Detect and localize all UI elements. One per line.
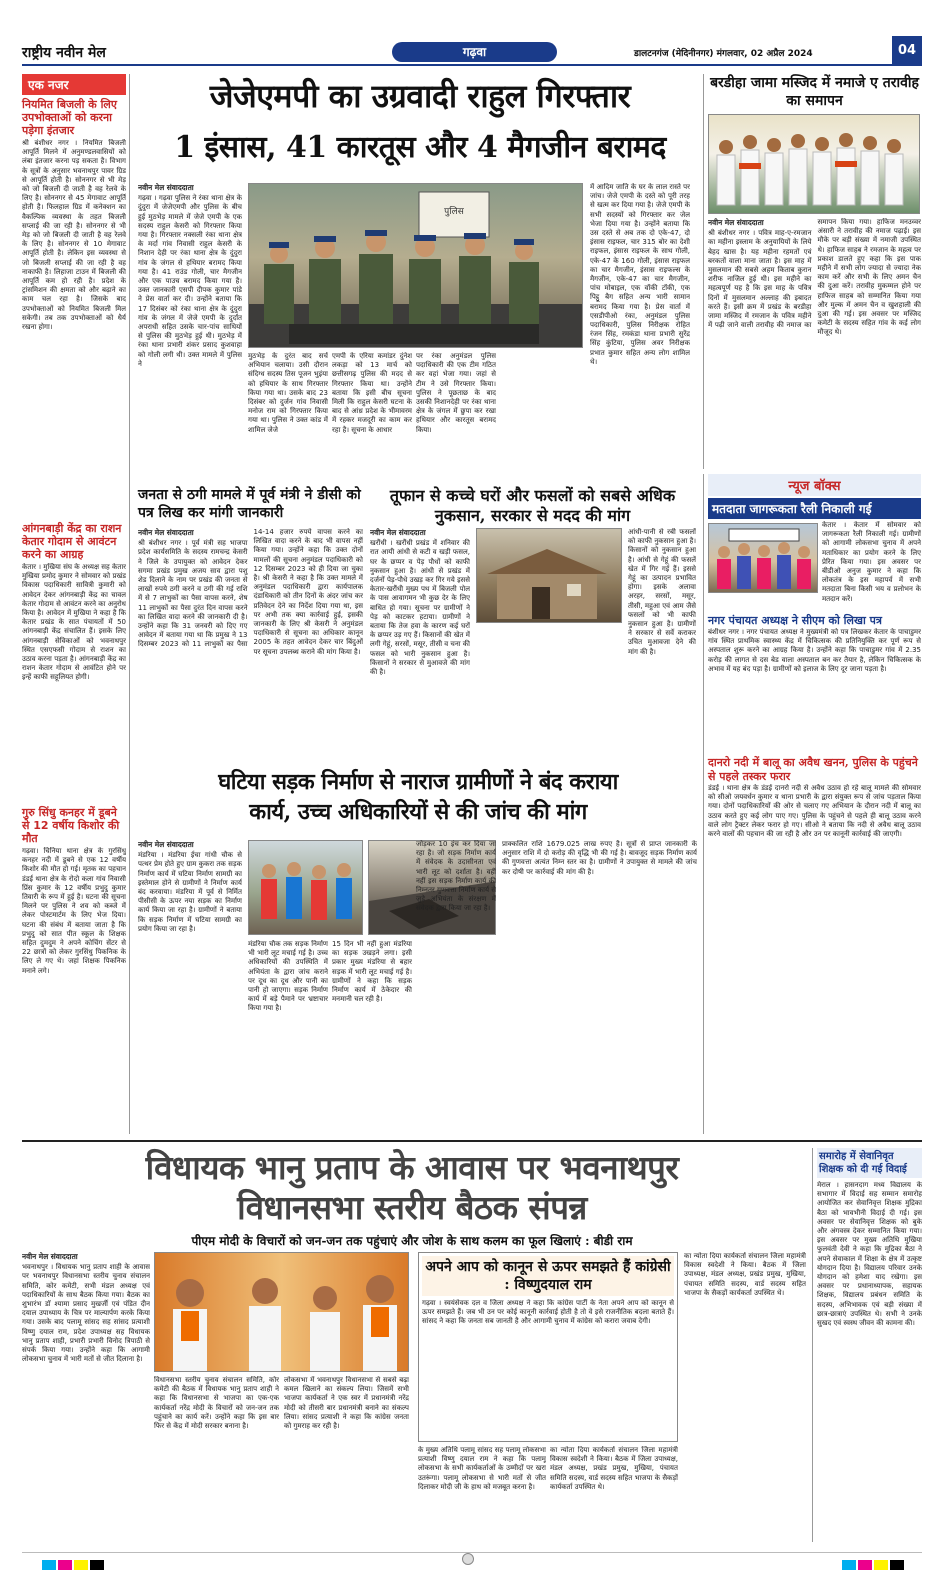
vidhayak-headline-line1: विधायक भानु प्रताप के आवास पर भवनाथपुर (145, 1148, 679, 1187)
ek-nazar-story1-title: नियमित बिजली के लिए उपभोक्ताओं को करना पड़ेगा इंतजार (22, 98, 117, 137)
magenta-swatch (58, 1560, 72, 1570)
news-box-body: केतार । केतार में सोमवार को जागरूकता रैली निकाली गई। ग्रामीणों को आगामी लोकसभा चुनाव में अपने मताधिकार का प्रयोग करने के लिए प्रेरित किया गया। इस अवसर पर बीडीओ अनुज कुमार ने कहा कि लोकतंत्र के इस महापर्व में सभी मतदाता बिना किसी भय व प्रलोभन के मतदान करें। (822, 521, 921, 603)
news-box-body2: बंशीधर नगर । नगर पंचायत अध्यक्ष ने मुख्यमंत्री को पत्र लिखकर केतार के पाचाडुमर गांव स्थित प्राथमिक स्वास्थ्य केंद्र में चिकित्सक की प्रतिनियुक्ति कर पूर्ण रूप से अस्पताल शुरू करने का आग्रह किया है। उन्होंने कहा कि पाचाडुमर गांव में 2.35 करोड़ की लागत से दस बेड वाला अस्पताल बन कर तैयार है, लेकिन चिकित्सक के अभाव में यह बंद पड़ा है। ग्रामीणों को इलाज के लिए दूर जाना पड़ता है। (708, 628, 921, 673)
masjid-headline: बरडीहा जामा मस्जिद में नमाजे ए तरावीह का समापन (710, 75, 919, 109)
ek-nazar-column (22, 74, 130, 1134)
thagi-byline: नवीन मेल संवाददाता (138, 528, 194, 537)
rally-photo (708, 523, 818, 593)
police-press-conference-image (249, 184, 583, 348)
section-divider (22, 1140, 922, 1142)
lead-col4: पर रंका अनुमंडल पुलिस पदाधिकारी की एक टीम गठित कर वहां भेजा गया। जहां से टीम ने उसे गिरफ्तार किया। पुलिस ने पूछताछ के बाद उसकी निशानदेही पर रंका थाना क्षेत्र के जंगल में छुपा कर रखा हथियार और कारतूस बरामद किया। (416, 352, 496, 434)
vidai-title: समारोह में सेवानिवृत शिक्षक को दी गई विदाई (817, 1148, 922, 1178)
sadak-byline: नवीन मेल संवाददाता (138, 840, 194, 849)
news-box-body3: डंडई । थाना क्षेत्र के डंडई दानरो नदी से अवैध उठाव हो रहे बालू मामले की सोमवार को सीओ जयवर्धन कुमार व थाना प्रभारी के द्वारा संयुक्त रूप से जांच पड़ताल किया गया। दोनों पदाधिकारियों की ओर से चलाए गए अभियान के दौरान नदी में बालू का उठाव करते हुए कई लोग पाए गए। पुलिस के पहुंचने से पहले ही बालू उठाव करने वाले लोग ट्रैक्टर लेकर फरार हो गए। सीओ ने बताया कि नदी से अवैध बालू उठाव करने वालों की पहचान की जा रही है और उन पर कानूनी कार्रवाई की जाएगी। (708, 784, 921, 839)
page-number (892, 36, 922, 66)
lead-col1-text: गढ़वा । गढ़वा पुलिस ने रंका थाना क्षेत्र के दुंदुरा में जेजेएमपी और पुलिस के बीच हुई मुठभेड़ मामले में जेजे एमपी के एक सदस्य राहुल केसरी को गिरफ्तार किया गया है। गिरफ्तार नक्सली रंका थाना क्षेत्र के मर्दा गांव निवासी राहुल केसरी के निशान देही पर रंका थाना क्षेत्र के दुंदुरा गांव के जंगल से हथियार बरामद किया गया है। 41 राउंड गोली, चार मैगजीन और एक पाउच बरामद किया गया है। उक्त जानकारी एसपी दीपक कुमार पांडे ने प्रेस वार्ता कर दी। उन्होंने बताया कि 17 दिसंबर को रंका थाना क्षेत्र के दुंदुरा गांव के जंगल में जेजे एमपी के दुर्दांत अपराधी सहित उसके चार-पांच साथियों से पुलिस की मुठभेड़ हुई थी। मुठभेड़ में रंका थाना प्रभारी शंकर प्रसाद कुशवाहा को गोली लगी थी। उक्त मामले में पुलिस ने (138, 194, 242, 368)
section-tag (392, 42, 557, 62)
villagers-protest-image (249, 841, 363, 935)
news-box (703, 474, 921, 1134)
lead-col5: में आदिम जाति के घर के लाल रास्ते पर जांच। जेजे एमपी के दस्ते को पूरी तरह से खत्म कर दिया गया है। जेजे एमपी के सभी सदस्यों को गिरफ्तार कर जेल भेजा दिया गया है। उन्होंने बताया कि उस दस्ते से अब तक दो एके-47, दो इंसास राइफल, चार 315 बोर का देशी राइफल, इंसास राइफल के साथ गोली, एके-47 के 160 गोली, इंसास राइफल का चार मैगजीन, इंसास राइफल्स के मैगजीन, एके-47 का चार मैगजीन, पांच मोबाइल, एक वॉकी टॉकी, एक पिट्ठू बैग सहित अन्य भारी सामान बरामद किया गया है। प्रेस वार्ता में एसडीपीओ रंका, अनुमंडल पुलिस पदाधिकारी, पुलिस निरीक्षक रोहित रंजन सिंह, रमकंडा थाना प्रभारी सुरेंद्र सिंह कुंटिया, पुलिस अवर निरीक्षक प्रभात कुमार सहित अन्य लोग शामिल थे। (590, 183, 690, 366)
lead-col2: मुठभेड़ के दुरंत बाद सर्च अभियान चलाया। उसी दौरान संदिग्ध सदस्य तिस पूजन भुइंया को हथियार के साथ गिरफ्तार किया गया था। उसके बाद 23 दिसंबर को दुर्जन गांव निवासी मनोज राम को गिरफ्तार किया गया था। पुलिस ने उक्त कांड में शामिल जेजे (248, 352, 328, 434)
sadak-col1 (138, 840, 242, 1135)
toofan-photo (476, 528, 622, 623)
vidai-section (812, 1148, 922, 1542)
toofan-body-text: खरौंधी । खरौंधी प्रखंड में शनिवार की रात आयी आंधी से कटी व खड़ी फसल, घर के छप्पर व पेड़ पौधों को काफी नुकसान हुआ है। आंधी से प्रखंड में दर्जनों पेड़-पौधे उखड़ कर गिर गये इससे केतार-खरौंधी मुख्य पथ में बिजली पोल के पास आवागमन भी कुछ देर के लिए बाधित हो गया। सूचना पर ग्रामीणों ने पेड़ को काटकर हटाया। ग्रामीणों ने बताया कि तेज हवा के कारण कई घरों के छप्पर उड़ गए हैं। किसानों की खेत में लगी गेहूं, सरसों, मसूर, तीसी व चना की फसल को भारी नुकसान हुआ है। किसानों ने सरकार से मुआवजे की मांग की है। (370, 539, 470, 677)
vidhayak-col2: विधानसभा स्तरीय चुनाव संचालन समिति, कोर कमेटी की बैठक में विधायक भानु प्रताप शाही ने कहा कि विधानसभा से भाजपा का एक-एक कार्यकर्ता नरेंद्र मोदी के विचारों को जन-जन तक पहुंचाने का कार्य करें। उन्होंने कहा कि इस बार फिर से केंद्र में मोदी सरकार बनाना है। (154, 1376, 279, 1431)
sadak-col1-text: मंडरिया । मंडरिया ईचा गांधी चौक से पत्थर प्रेम होते हुए ग्राम कुकरा तक सड़क निर्माण कार्य में घटिया निर्माण सामग्री का इस्तेमाल होने से ग्रामीणों ने निर्माण कार्य बंद करवाया। मंडरिया में पूर्व से निर्मित पीसीसी के ऊपर नया सड़क का निर्माण कार्य किया जा रहा है। ग्रामीणों ने बताया कि सड़क निर्माण में घटिया सामग्री का प्रयोग किया जा रहा है। (138, 851, 242, 933)
black-swatch (90, 1560, 104, 1570)
masjid-body-text: श्री बंशीधर नगर । पवित्र माह-ए-रमजान का महीना इस्लाम के अनुयायियों के लिये बेहद खास है। यह महीना रहमतों एवं बरकतों वाला माना जाता है। इस माह में मुसलमान की सबसे अहम किताब कुरान शरीफ नाजिल हुई थी। इस महीने का महत्वपूर्ण यह है कि इस माह के पवित्र दिनों में मुसलमान अल्लाह की इबादत करते हैं। इसी क्रम में प्रखंड के बरडीहा जामा मस्जिद में रमजान के पवित्र महीने में पढ़ी जाने वाली तरावीह की नमाज का समापन किया गया। हाफिज मनउव्वर अंसारी ने तरावीह की नमाज पढ़ाई। इस मौके पर बड़ी संख्या में नमाजी उपस्थित थे। हाफिज साहब ने रमजान के महत्व पर प्रकाश डालते हुए कहा कि इस पाक महीने में सभी लोग ज्यादा से ज्यादा नेक काम करें और सभी के लिए अमन चैन की दुआ करें। तरावीह मुकम्मल होने पर हाफिज साहब को सम्मानित किया गया और मुल्क में अमन चैन व खुशहाली की दुआ की गई। इस अवसर पर मस्जिद कमेटी के सदस्य सहित गांव के कई लोग मौजूद थे। (708, 218, 921, 337)
masjid-photo (708, 114, 920, 214)
toofan-headline: तूफान से कच्चे घरों और फसलों को सबसे अधिक नुकसान, सरकार से मदद की मांग (389, 486, 676, 525)
vidhayak-col1 (22, 1252, 150, 1542)
black-swatch-2 (890, 1560, 904, 1570)
lead-headline-line1: जेजेएमपी का उग्रवादी राहुल गिरफ्तार (209, 77, 631, 115)
lead-photo (248, 183, 583, 348)
thagi-headline: जनता से ठगी मामले में पूर्व मंत्री ने डीसी को पत्र लिख कर मांगी जानकारी (138, 487, 361, 521)
yellow-swatch (74, 1560, 88, 1570)
vidai-body: मेराल । हासनदाग मध्य विद्यालय के सभागार में विदाई सह सम्मान समारोह आयोजित कर सेवानिवृत्त शिक्षक मुद्रिका बैठा को भावभीनी विदाई दी गई। इस अवसर पर सेवानिवृत्त शिक्षक को बुके और अंगवस्त्र देकर सम्मानित किया गया। इस अवसर पर मुख्य अतिथि मुखिया फुलवंती देवी ने कहा कि मुद्रिका बैठा ने अपने सेवाकाल में शिक्षा के क्षेत्र में उत्कृष्ट योगदान दिया है। विद्यालय परिवार उनके योगदान को हमेशा याद रखेगा। इस अवसर पर प्रधानाध्यापक, सहायक शिक्षक, विद्यालय प्रबंधन समिति के सदस्य, अभिभावक एवं बड़ी संख्या में छात्र-छात्राएं उपस्थित थे। सभी ने उनके सुखद एवं स्वस्थ जीवन की कामना की। (817, 1181, 922, 1328)
vidhayak-byline: नवीन मेल संवाददाता (22, 1252, 78, 1261)
toofan-col1 (370, 528, 470, 753)
vidhayak-col4: के मुख्य अतिथि पलामू सांसद सह पलामू लोकसभा प्रत्याशी विष्णु दयाल राम ने कहा कि पलामू लोकसभा के सभी कार्यकर्ताओं के उम्मीदों पर खरा उतरूंगा। पलामू लोकसभा से भारी मतों से जीत दिलाकर मोदी जी के हाथ को मजबूत करना है। (418, 1446, 546, 1491)
lead-col3: एमपी के एरिया कमांडर दुंनेश लकड़ा को 13 मार्च को छत्तीसगढ़ पुलिस की मदद से गिरफ्तार किया था। उन्होंने बताया कि इसी बीच सूचना मिली कि राहुल केसरी घटना के बाद से आंध्र प्रदेश के भीमावरम में रहकर मजदूरी का काम कर रहा है। सूचना के आधार (332, 352, 412, 434)
damaged-house-image (477, 529, 622, 623)
vidhayak-col5: का न्योता दिया कार्यकर्ता संचालन जिला महामंत्री विकास स्वदेशी ने किया। बैठक में जिला उपाध्यक्ष, मंडल अध्यक्ष, प्रखंड प्रमुख, मुखिया, पंचायत समिति सदस्य, वार्ड सदस्य सहित भाजपा के सैकड़ों कार्यकर्ता उपस्थित थे। (550, 1446, 678, 1491)
dateline: डालटनगंज (मेदिनीनगर) मंगलवार, 02 अप्रैल 2024 (634, 49, 813, 59)
masjid-body (708, 218, 921, 478)
paper-name: राष्ट्रीय नवीन मेल (22, 45, 106, 61)
lead-col1 (138, 183, 242, 478)
thagi-body (138, 528, 363, 753)
sadak-col4: जोड़कर 10 इंच कर दिया जा रहा है। जो सड़क निर्माण कार्य में संवेदक के उदासीनता एवं भारी लूट को दर्शाता है। वहीं नहीं इस सड़क निर्माण कार्य की निम्नतर गुणवत्ता निर्माण कार्य से जुड़े अभियंता के संरक्षण में संवेदक द्वारा किया जा रहा है। (416, 840, 496, 913)
section-label: गढ़वा (462, 45, 487, 59)
vidhayak-col6: का न्योता दिया कार्यकर्ता संचालन जिला महामंत्री विकास स्वदेशी ने किया। बैठक में जिला उपाध्यक्ष, मंडल अध्यक्ष, प्रखंड प्रमुख, मुखिया, पंचायत समिति सदस्य, वार्ड सदस्य सहित भाजपा के सैकड़ों कार्यकर्ता उपस्थित थे। (684, 1252, 806, 1297)
vidhayak-col3: लोकसभा में भवनाथपुर विधानसभा से सबसे बढ़ा कमल खिलाने का संकल्प लिया। जिसमें सभी भाजपा कार्यकर्ता ने एक स्वर में प्रधानमंत्री नरेंद्र मोदी को तीसरी बार प्रधानमंत्री बनाने का संकल्प लिया। सांसद प्रत्याशी ने कहा कि कांग्रेस जनता को गुमराह कर रही है। (284, 1376, 409, 1431)
thagi-body-text: श्री बंशीधर नगर । पूर्व मंत्री सह भाजपा प्रदेश कार्यसमिति के सदस्य रामचन्द्र केसरी ने जिले के उपायुक्त को आवेदन देकर सगमा प्रखंड प्रमुख अजय साव द्वारा पशु शेड दिलाने के नाम पर प्रखंड की जनता से लाखों रुपये ठगी करने व ठगी की गई राशि में से 7 लाभुकों का पैसा वापस करने, शेष 11 लाभुकों का पैसा दुरंत दिन वापस करने का लिखित वादा करने की जानकारी दी है। उन्होंने कहा कि 31 जनवरी को दिए गए आवेदन में बताया गया था कि प्रमुख ने 13 दिसम्बर 2023 को 11 लाभुकों का पैसा 14-14 हजार रुपये वापस करने का लिखित वादा करने के बाद भी वापस नहीं किया गया। उन्होंने कहा कि उक्त दोनों मामलों की सूचना अनुमंडल पदाधिकारी को 12 दिसम्बर 2023 को ही दिया जा चुका है। श्री केसरी ने कहा है कि उक्त मामले में अनुमंडल पदाधिकारी द्वारा कार्यपालक दंडाधिकारी को तीन दिनों के अंदर जांच कर प्रतिवेदन देने का निर्देश दिया गया था, इस पर अभी तक क्या कार्रवाई हुई, इसकी जानकारी के लिए श्री केसरी ने अनुमंडल पदाधिकारी से सूचना का अधिकार कानून 2005 के तहत आवेदन देकर चार बिंदुओं पर सूचना उपलब्ध कराने की मांग किया है। (138, 528, 363, 656)
registration-mark-center (462, 1553, 474, 1565)
page-number-label: 04 (897, 43, 917, 58)
congress-box (418, 1252, 678, 1442)
masjid-byline: नवीन मेल संवाददाता (708, 218, 764, 227)
sadak-col2: मंडरिया चौक तक सड़क निर्माण भी भारी लूट मचाई गई है। उच्च अधिकारियों की उपस्थिति में अभियंता के द्वारा जांच कराने पर दूध का दूध और पानी का पानी हो जाएगा। सड़क निर्माण कार्य में बड़े पैमाने पर भ्रष्टाचार किया गया है। (248, 940, 328, 1013)
masthead (22, 38, 922, 66)
news-box-label: न्यूज बॉक्स (708, 474, 921, 496)
yellow-swatch-2 (874, 1560, 888, 1570)
namaz-gathering-image (709, 115, 920, 214)
news-box-title2: नगर पंचायत अध्यक्ष ने सीएम को लिखा पत्र (708, 614, 882, 627)
sadak-photo1 (248, 840, 363, 935)
toofan-byline: नवीन मेल संवाददाता (370, 528, 426, 537)
ek-nazar-story3-title: गुरु सिंधु कनहर में डूबने से 12 वर्षीय किशोर की मौत (22, 806, 120, 845)
sadak-col3: 15 दिन भी नहीं हुआ मंडरिया का सड़क उखड़ने लगा। इसी प्रकार मुख्य मंडरिया से बहार सड़क में भारी लूट मचाई गई है। ग्रामीणों ने कहा कि सड़क निर्माण कार्य में ठेकेदार की मनमानी चल रही है। (332, 940, 412, 1004)
vidhayak-photo (154, 1252, 409, 1372)
congress-box-body: गढ़वा । स्वयंसेवक दल व जिला अध्यक्ष ने कहा कि कांग्रेस पार्टी के नेता अपने आप को कानून से ऊपर समझते हैं। जब भी उन पर कोई कानूनी कार्रवाई होती है तो वे इसे राजनीतिक बदला बताते हैं। सांसद ने कहा कि जनता सब जानती है और आगामी चुनाव में कांग्रेस को करारा जवाब देगी। (422, 1299, 674, 1326)
lead-headline-line2: 1 इंसास, 41 कारतूस और 4 मैगजीन बरामद (174, 130, 666, 165)
masjid-section (703, 74, 921, 469)
toofan-col3: आंधी-पानी से रबी फसलों को काफी नुकसान हुआ है। किसानों को नुकसान हुआ है। आंधी से गेहूं की फसलें खेत में गिर गई हैं। इससे गेहूं का उत्पादन प्रभावित होगा। इसके अलावा अरहर, सरसों, मसूर, तीसी, महुआ एवं आम जैसे फसलों को भी काफी नुकसान हुआ है। ग्रामीणों ने सरकार से सर्वे कराकर उचित मुआवजा देने की मांग की है। (628, 528, 696, 656)
cmyk-marks-right (842, 1555, 906, 1573)
news-box-title3: दानरो नदी में बालू का अवैध खनन, पुलिस के पहुंचने से पहले तस्कर फरार (708, 756, 918, 783)
ek-nazar-story3-body: गढ़वा। चिनिया थाना क्षेत्र के गुरसिंधु कनहर नदी में डूबने से एक 12 वर्षीय किशोर की मौत हो गई। मृतक का पहचान डंडई थाना क्षेत्र के रोदो कला गांव निवासी प्रिंस कुमार के 12 वर्षीय प्रभुदु कुमार तिवारी के रूप में हुई है। घटना की सूचना मिलने पर पुलिस ने शव को कब्जे में लेकर पोस्टमार्टम के लिए भेज दिया। घटना की संबंध में बताया जाता है कि प्रभुदु को सात पीत स्कूल के शिक्षक सहित दुमदुम ने अपने कोचिंग सेंटर से 22 छात्रों को लेकर गुरसिंधु पिकनिक के लिए ले गए थे। जहां शिक्षक पिकनिक मनाने लगे। (22, 847, 126, 975)
news-box-title: मतदाता जागरूकता रैली निकाली गई (708, 498, 921, 519)
sadak-headline-line1: घटिया सड़क निर्माण से नाराज ग्रामीणों ने बंद कराया (218, 769, 618, 795)
voter-rally-image (709, 524, 818, 593)
magenta-swatch-2 (858, 1560, 872, 1570)
cyan-swatch (42, 1560, 56, 1570)
cyan-swatch-2 (842, 1560, 856, 1570)
ek-nazar-story1-body: श्री बंशीधर नगर । नियमित बिजली आपूर्ति मिलने में अनुमण्डलवासियों को लंबा इंतजार करना पड़ सकता है। विभाग के सूत्रों के अनुसार भवनाथपुर पावर ग्रिड से आपूर्ति होती है। सोननगर से भी मेड़ को जो बिजली दी जाती है वह रेलवे के लिए है। सोननगर से 45 मेगावाट आपूर्ति होती है। फिलहाल ग्रिड में कनेक्शन का वैकल्पिक व्यवस्था के तहत बिजली सप्लाई की जा रही है। सोननगर से भी मेड़ को जो बिजली दी जाती है वह रेलवे के लिए है। सोननगर से 10 मेगावाट आपूर्ति होती है। लेकिन इस व्यवस्था से जो बिजली सप्लाई की जा रही है वह नाकाफी है। लिहाजा टाउन में बिजली की आपूर्ति कम हो रही है। प्रदेश के ट्रांसमिशन की क्षमता को और बढ़ाने का काम चल रहा है। जिसके बाद उपभोक्ताओं को नियमित बिजली मिल सकेगी। तब तक उपभोक्ताओं को धैर्य रखना होगा। (22, 139, 126, 332)
vidhayak-headline-line2: विधानसभा स्तरीय बैठक संपन्न (237, 1188, 587, 1227)
cmyk-marks-left (42, 1555, 106, 1573)
footer-bar (22, 1552, 922, 1564)
vidhayak-subhead: पीएम मोदी के विचारों को जन-जन तक पहुंचाएं और जोश के साथ कलम का फूल खिलाएं : बीडी राम (191, 1234, 633, 1248)
mla-meeting-image (155, 1253, 409, 1372)
ek-nazar-label: एक नजर (22, 74, 126, 95)
photo-caption: पुलिस (444, 207, 464, 217)
lead-byline: नवीन मेल संवाददाता (138, 183, 194, 192)
ek-nazar-story2-body: केतार । मुखिया संघ के अध्यक्ष सह केतार मुखिया प्रमोद कुमार ने सोमवार को प्रखंड विकास पदाधिकारी सावित्री कुमारी को आवेदन देकर आंगनबाड़ी केंद्र का चावल केतार गोदाम से आवंटन करने का अनुरोध किया है। आवेदन में मुखिया ने कहा है कि केतार प्रखंड के सात पंचायतों में 50 आंगनबाड़ी केंद्र संचालित हैं। इसके लिए आंगनबाड़ी सेविकाओं को भवनाथपुर स्थित एसएफसी गोदाम से राशन का उठाव करना पड़ता है। आंगनबाड़ी केंद्र का राशन केतार गोदाम से आवंटित होने पर इन्हें काफी सहूलियत होगी। (22, 563, 126, 682)
vidhayak-col1-text: भवनाथपुर । विधायक भानु प्रताप शाही के आवास पर भवनाथपुर विधानसभा स्तरीय चुनाव संचालन समिति, कोर कमेटी, सभी मंडल अध्यक्ष एवं पदाधिकारियों के साथ बैठक किया गया। बैठक का शुभारंभ डॉ श्यामा प्रसाद मुखर्जी एवं पंडित दीन दयाल उपाध्याय के चित्र पर माल्यार्पण करके किया गया। उसके बाद पलामू सांसद सह सांसद प्रत्याशी विष्णु दयाल राम, प्रदेश उपाध्यक्ष सह विधायक भानु प्रताप शाही, प्रभारी प्रभारी विनोद त्रिपाठी से संपर्क किया गया। उन्होंने कहा कि आगामी लोकसभा चुनाव में भारी मतों से जीत दिलाना है। (22, 1263, 150, 1364)
ek-nazar-story2-title: आंगनबाड़ी केंद्र का राशन केतार गोदाम से आवंटन करने का आग्रह (22, 522, 122, 561)
sadak-col5: प्राक्कलित राशि 1679.025 लाख रुपए है। सूत्रों से प्राप्त जानकारी के अनुसार राशि में दो करोड़ की वृद्धि भी की गई है। बावजूद सड़क निर्माण कार्य की गुणवत्ता अत्यंत निम्न स्तर का है। ग्रामीणों ने उपायुक्त से मामले की जांच कर दोषी पर कार्रवाई की मांग की है। (502, 840, 697, 876)
congress-box-title: अपने आप को कानून से ऊपर समझते हैं कांग्रेसी : विष्णुदयाल राम (422, 1256, 674, 1296)
sadak-headline-line2: कार्य, उच्च अधिकारियों से की जांच की मांग (249, 799, 587, 825)
